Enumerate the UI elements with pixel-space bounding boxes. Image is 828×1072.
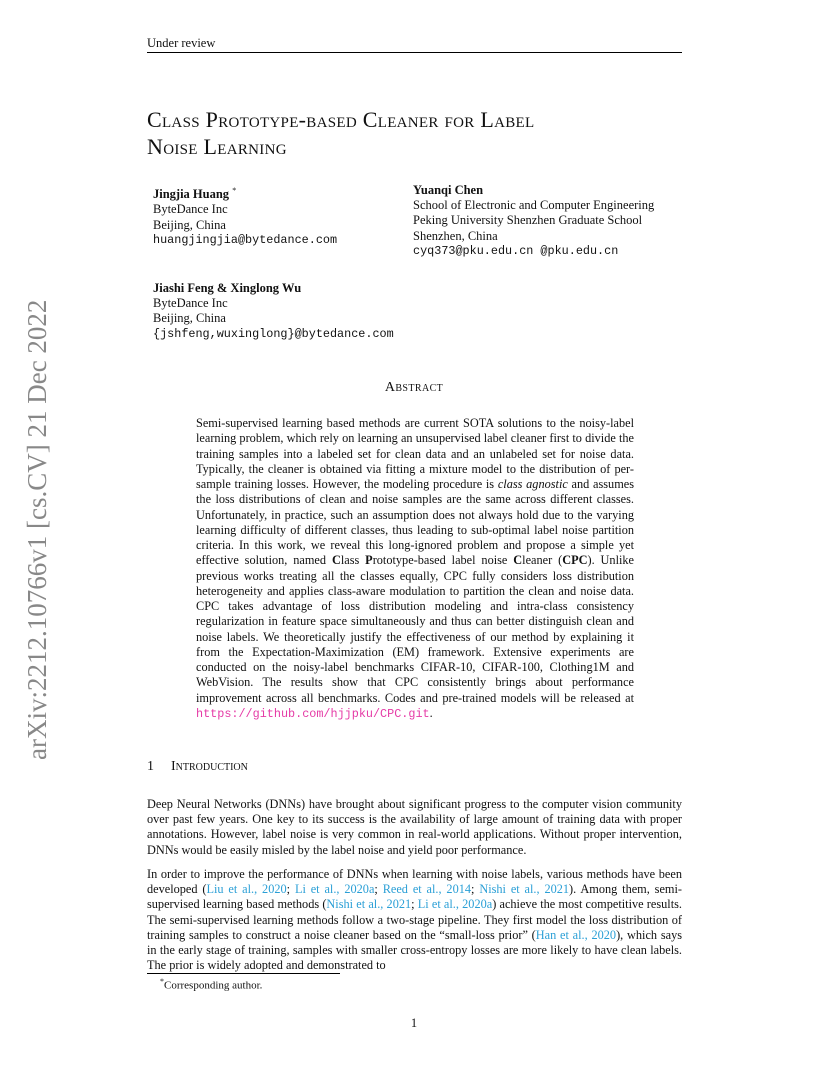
author-location: Beijing, China [153, 311, 226, 326]
citation-separator: ; [471, 882, 480, 897]
author-block-3 [153, 281, 394, 342]
title-line-2: Noise Learning [147, 134, 287, 159]
author-location: Shenzhen, China [413, 228, 498, 243]
paper-title [147, 106, 687, 160]
section-number: 1 [147, 759, 154, 774]
abstract-text: ). [587, 553, 595, 568]
author-block-1 [153, 183, 337, 248]
page-number: 1 [410, 1016, 418, 1030]
acronym-letter: P [365, 553, 373, 568]
author-email[interactable]: cyq373@pku.edu.cn @pku.edu.cn [413, 243, 619, 258]
intro-paragraph-1: Deep Neural Networks (DNNs) have brought about significant progress to the computer vision community over past few years. One key to its success is the availability of large amount of training data with proper annotations. However, label noise is very common in real-world applications. Without proper intervention, DNNs would be easily misled by the label noise and yield poor performance. [147, 797, 682, 857]
arxiv-identifier[interactable]: arXiv:2212.10766v1 [cs.CV] 21 Dec 2022 [22, 299, 52, 760]
author-name: Yuanqi Chen [413, 183, 484, 197]
code-link[interactable]: https://github.com/hjjpku/CPC.git [196, 706, 430, 721]
abstract-text: Semi-supervised learning based methods are current SOTA solutions to the noisy-label learning problem, which rely on learning an unsupervised label cleaner first to divide the training samples into a labeled set for clean data and an unlabeled set for noise data. Typically, the cleaner is obtained via fitting a mixture model to the distribution of per-sample training losses. However, the modeling procedure is [196, 416, 634, 491]
method-acronym: CPC [562, 553, 588, 568]
section-title: Introduction [171, 759, 248, 774]
author-marker: * [232, 186, 237, 195]
citation-link[interactable]: Nishi et al., 2021 [326, 897, 412, 912]
running-header: Under review [147, 36, 216, 50]
abstract-text: lass [340, 553, 366, 568]
author-name: Jingjia Huang [153, 187, 230, 202]
author-location: Beijing, China [153, 217, 226, 232]
abstract-text: and assumes the loss distributions of clean and noise samples are the same across different classes. Unfortunately, in practice, such an assumption does not always hold due to the varying learning difficulty of different classes, thus leading to sub-optimal label noise partition criteria. In this work, we reveal this long-ignored problem and propose a simple yet effective solution, named [196, 477, 635, 568]
footnote-text: Corresponding author. [164, 979, 263, 992]
abstract-heading: Abstract [384, 380, 444, 395]
author-affiliation: Peking University Shenzhen Graduate School [413, 213, 643, 228]
body-text: In order to improve the performance of DNNs when learning with noise labels, various methods have been developed ( [147, 867, 682, 897]
citation-separator: ; [286, 882, 295, 897]
abstract-text: leaner ( [522, 553, 563, 568]
footnote-marker: * [160, 977, 164, 986]
citation-link[interactable]: Li et al., 2020a [417, 897, 493, 912]
title-line-1: Class Prototype-based Cleaner for Label [147, 107, 535, 132]
citation-link[interactable]: Nishi et al., 2021 [479, 882, 570, 897]
body-text: ). Among them, semi-supervised learning based methods ( [147, 882, 682, 912]
citation-link[interactable]: Li et al., 2020a [294, 882, 375, 897]
footnote-rule [147, 973, 340, 974]
section-heading [147, 759, 248, 775]
abstract-text: Unlike previous works treating all the classes equally, CPC fully considers loss distribution heterogeneity and applies class-aware modulation to partition the clean and noise data. CPC takes advantage of loss distribution modeling and intra-class consistency regularization in feature space simultaneously and thus can better distinguish clean and noise labels. We theoretically justify the effectiveness of our method by explaining it from the Expectation-Maximization (EM) framework. Extensive experiments are conducted on the noisy-label benchmarks CIFAR-10, CIFAR-100, Clothing1M and WebVision. The results show that CPC consistently brings about performance improvement across all benchmarks. Codes and pre-trained models will be released at [196, 553, 635, 705]
intro-paragraph-2 [147, 867, 682, 973]
author-affiliation: ByteDance Inc [153, 296, 228, 311]
footnote [160, 977, 262, 992]
author-email[interactable]: {jshfeng,wuxinglong}@bytedance.com [153, 326, 394, 341]
author-name: Jiashi Feng & Xinglong Wu [153, 281, 302, 295]
header-rule [147, 52, 682, 53]
citation-separator: ; [411, 897, 418, 912]
body-text: ), which says in the early stage of training, samples with smaller cross-entropy losses are more likely to have clean labels. The prior is widely adopted and demonstrated to [147, 927, 683, 973]
author-block-2 [413, 183, 654, 259]
citation-link[interactable]: Reed et al., 2014 [382, 882, 472, 897]
acronym-letter: C [513, 553, 523, 568]
author-affiliation: ByteDance Inc [153, 202, 228, 217]
abstract-emphasis: class agnostic [497, 477, 568, 491]
citation-link[interactable]: Liu et al., 2020 [206, 882, 287, 897]
abstract-text: . [429, 705, 433, 720]
citation-link[interactable]: Han et al., 2020 [535, 927, 617, 942]
author-email[interactable]: huangjingjia@bytedance.com [153, 232, 338, 247]
abstract-body [196, 416, 634, 722]
author-affiliation: School of Electronic and Computer Engineering [413, 198, 655, 213]
abstract-text: rototype-based label noise [372, 553, 514, 568]
citation-separator: ; [374, 882, 383, 897]
acronym-letter: C [331, 553, 341, 568]
body-text: ) achieve the most competitive results. The semi-supervised learning methods follow a two-stage pipeline. They first model the loss distribution of training samples to construct a noise cleaner based on the “small-loss prior” ( [147, 897, 682, 942]
